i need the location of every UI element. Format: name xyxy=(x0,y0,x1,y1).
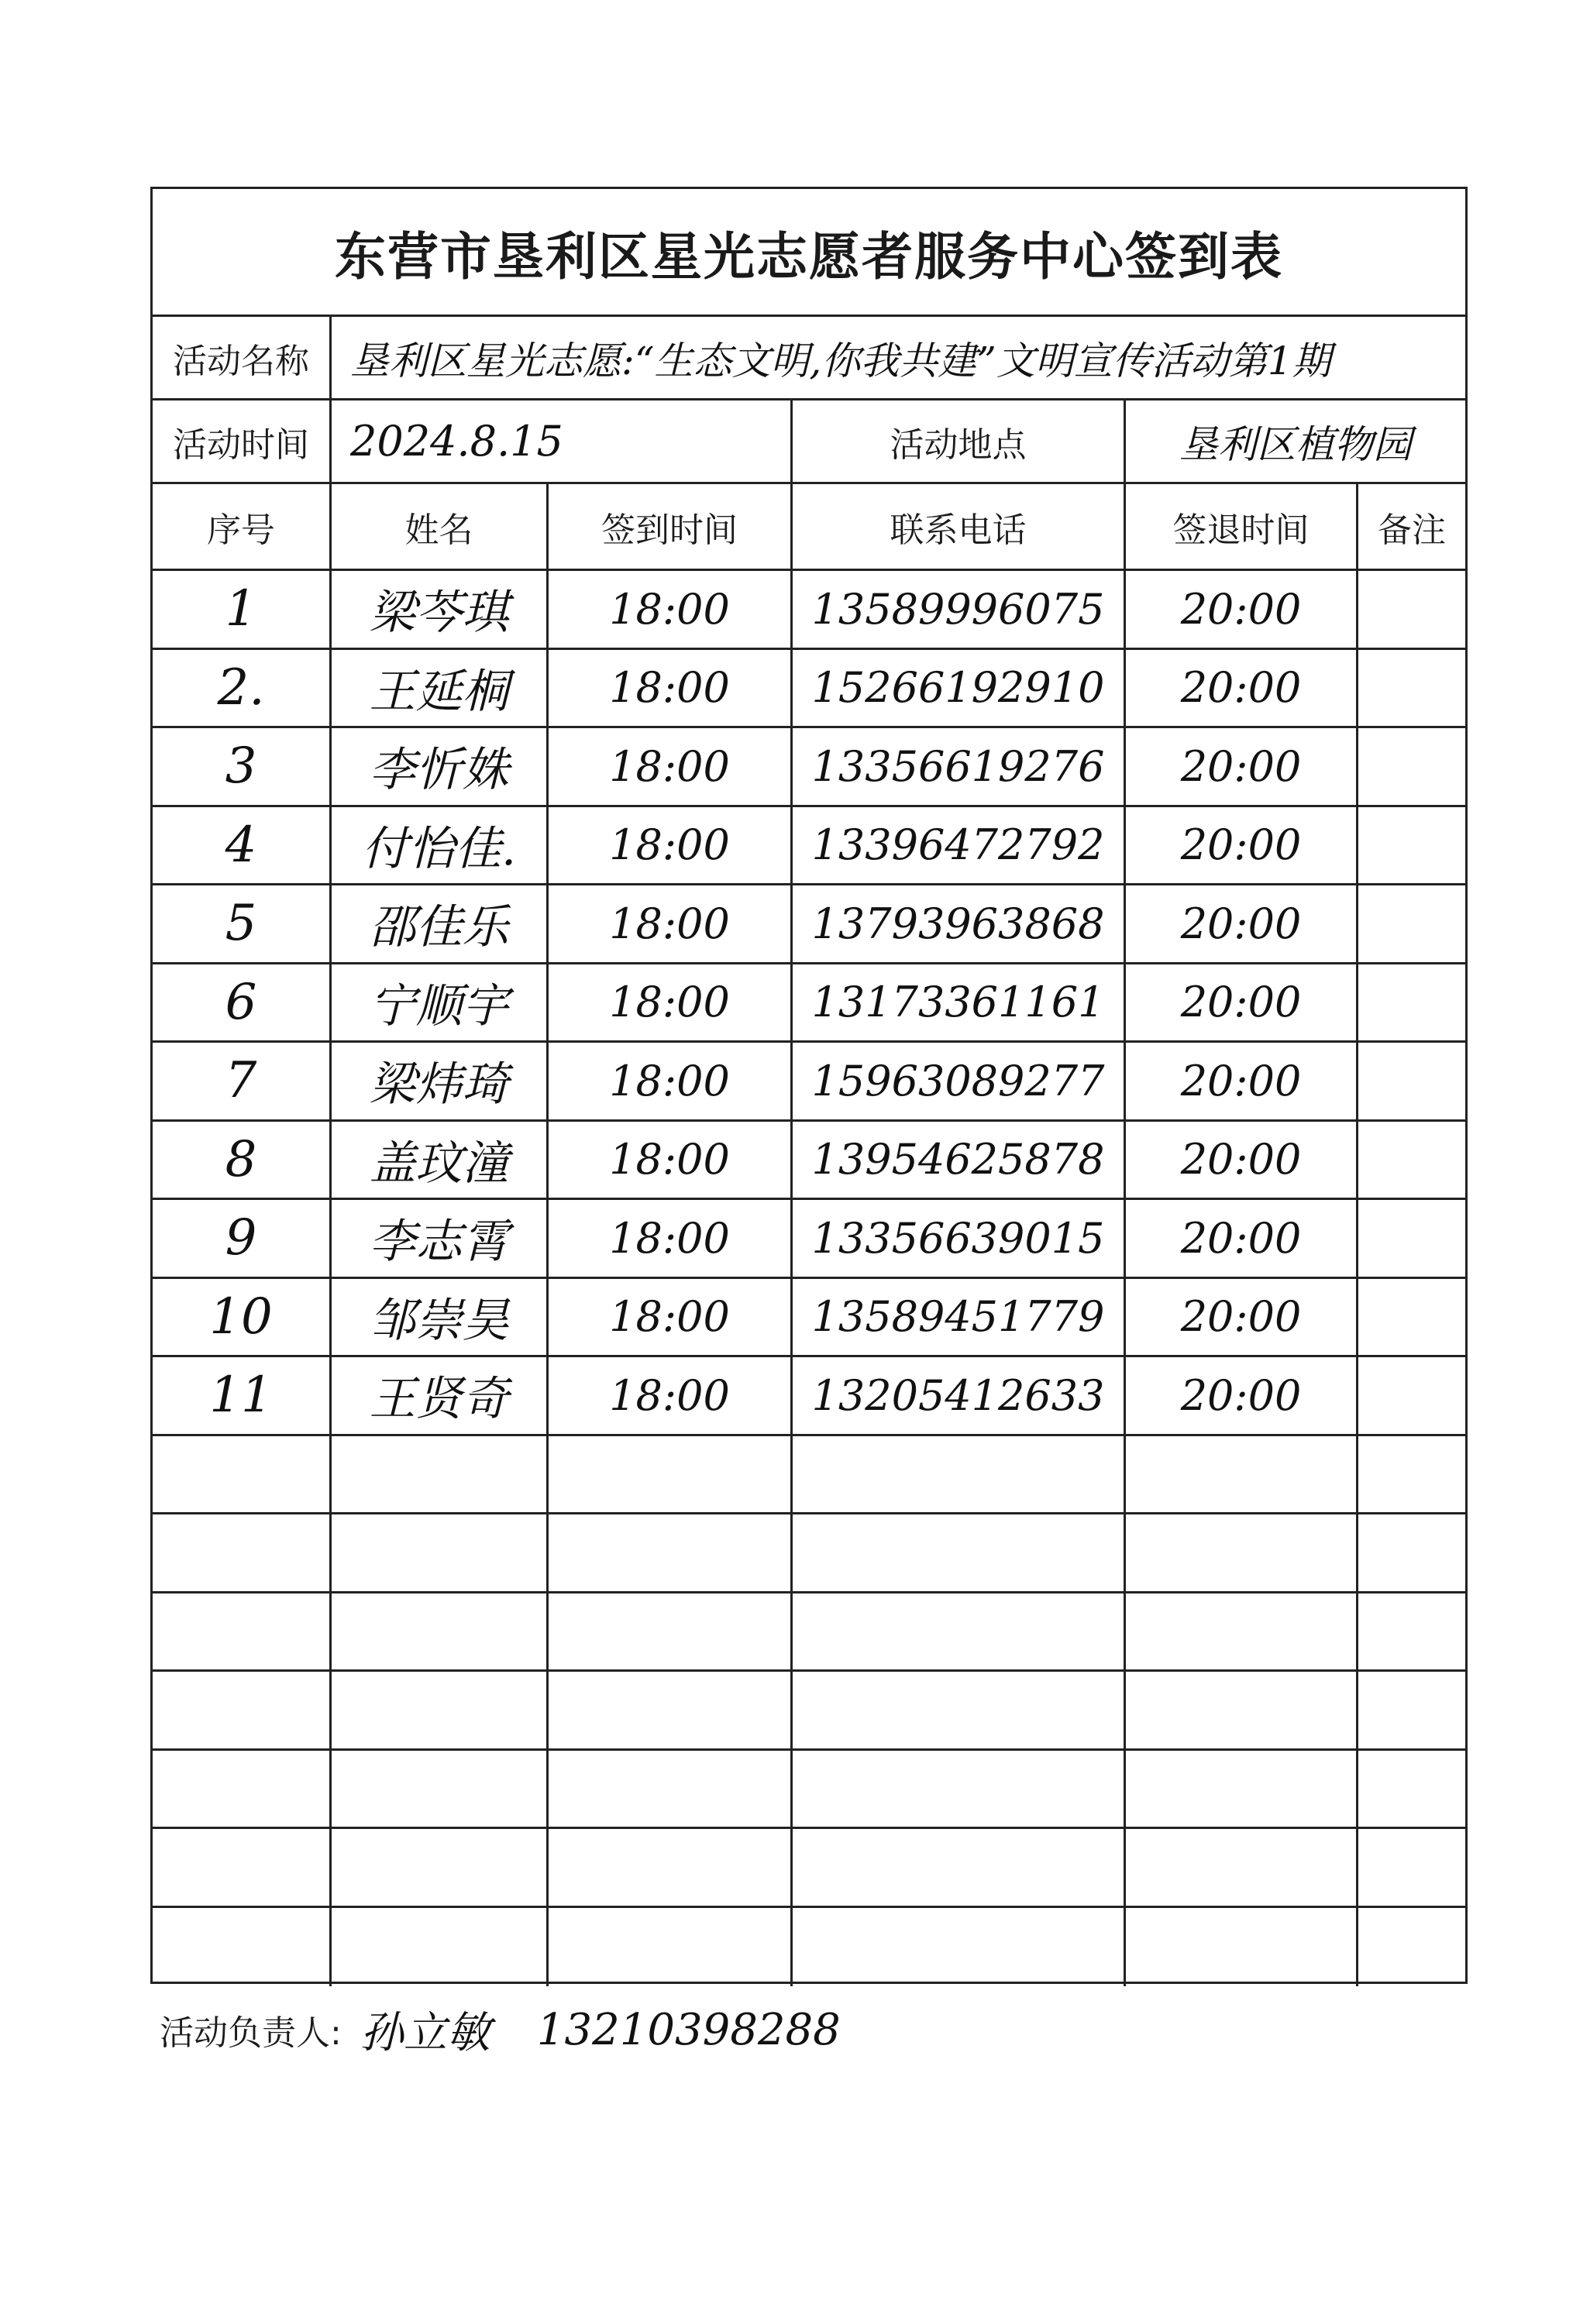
cell-index xyxy=(153,1593,332,1670)
cell-signout-time xyxy=(1126,1672,1358,1748)
table-row xyxy=(153,1829,1465,1908)
cell-note xyxy=(1358,1672,1465,1748)
cell-note xyxy=(1358,1122,1465,1198)
sheet-title: 东营市垦利区星光志愿者服务中心签到表 xyxy=(153,189,1465,317)
cell-name xyxy=(332,1593,549,1670)
cell-note xyxy=(1358,1043,1465,1119)
cell-phone: 13589451779 xyxy=(793,1279,1126,1356)
cell-phone: 15266192910 xyxy=(793,650,1126,727)
cell-signin-time: 18:00 xyxy=(549,885,793,962)
cell-index: 9 xyxy=(153,1200,332,1277)
cell-signin-time: 18:00 xyxy=(549,1279,793,1356)
cell-note xyxy=(1358,650,1465,727)
activity-name-value: 垦利区星光志愿:“生态文明,你我共建”文明宣传活动第1期 xyxy=(350,338,1331,383)
cell-note xyxy=(1358,1829,1465,1906)
cell-signin-time: 18:00 xyxy=(549,1043,793,1119)
cell-note xyxy=(1358,1357,1465,1434)
cell-signout-time: 20:00 xyxy=(1126,1279,1358,1356)
table-row xyxy=(153,1357,1465,1436)
cell-index: 8 xyxy=(153,1122,332,1198)
cell-phone: 13793963868 xyxy=(793,885,1126,962)
cell-phone: 13954625878 xyxy=(793,1122,1126,1198)
cell-signout-time xyxy=(1126,1593,1358,1670)
col-header-signout-time: 签退时间 xyxy=(1126,484,1358,569)
cell-name: 盖玟潼 xyxy=(332,1122,549,1198)
table-row xyxy=(153,1751,1465,1830)
cell-phone: 13173361161 xyxy=(793,964,1126,1041)
cell-phone xyxy=(793,1908,1126,1987)
cell-phone: 13205412633 xyxy=(793,1357,1126,1434)
cell-phone xyxy=(793,1436,1126,1513)
cell-name: 梁炜琦 xyxy=(332,1043,549,1119)
table-row xyxy=(153,1122,1465,1201)
cell-note xyxy=(1358,728,1465,805)
cell-index xyxy=(153,1672,332,1748)
cell-signin-time: 18:00 xyxy=(549,1357,793,1434)
table-row xyxy=(153,1436,1465,1515)
table-row xyxy=(153,885,1465,964)
cell-name: 付怡佳. xyxy=(332,807,549,884)
cell-signin-time xyxy=(549,1908,793,1987)
cell-index: 7 xyxy=(153,1043,332,1119)
cell-name xyxy=(332,1908,549,1987)
cell-signout-time xyxy=(1126,1514,1358,1591)
cell-index: 11 xyxy=(153,1357,332,1434)
cell-name: 梁芩琪 xyxy=(332,571,549,648)
col-header-note: 备注 xyxy=(1378,510,1446,550)
cell-note xyxy=(1358,1200,1465,1277)
cell-signin-time: 18:00 xyxy=(549,571,793,648)
cell-signin-time: 18:00 xyxy=(549,1122,793,1198)
table-row xyxy=(153,807,1465,886)
table-row xyxy=(153,1279,1465,1358)
cell-signin-time: 18:00 xyxy=(549,728,793,805)
cell-index xyxy=(153,1436,332,1513)
cell-note xyxy=(1358,1279,1465,1356)
cell-signout-time: 20:00 xyxy=(1126,571,1358,648)
cell-name xyxy=(332,1514,549,1591)
cell-signout-time xyxy=(1126,1751,1358,1827)
cell-signout-time: 20:00 xyxy=(1126,964,1358,1041)
cell-name: 邹崇昊 xyxy=(332,1279,549,1356)
cell-note xyxy=(1358,964,1465,1041)
cell-phone: 13589996075 xyxy=(793,571,1126,648)
cell-signout-time: 20:00 xyxy=(1126,650,1358,727)
cell-phone xyxy=(793,1672,1126,1748)
cell-signin-time: 18:00 xyxy=(549,807,793,884)
cell-index: 6 xyxy=(153,964,332,1041)
cell-phone xyxy=(793,1593,1126,1670)
cell-name: 王贤奇 xyxy=(332,1357,549,1434)
cell-note xyxy=(1358,1593,1465,1670)
cell-name xyxy=(332,1829,549,1906)
cell-signout-time: 20:00 xyxy=(1126,1122,1358,1198)
cell-note xyxy=(1358,885,1465,962)
table-row xyxy=(153,1514,1465,1593)
table-row xyxy=(153,1200,1465,1279)
cell-phone xyxy=(793,1514,1126,1591)
cell-signin-time xyxy=(549,1751,793,1827)
table-header xyxy=(153,484,1465,571)
cell-signin-time xyxy=(549,1436,793,1513)
cell-signout-time xyxy=(1126,1908,1358,1987)
sign-in-sheet xyxy=(150,187,1468,1984)
table-row xyxy=(153,964,1465,1043)
table-row xyxy=(153,650,1465,729)
cell-signout-time xyxy=(1126,1436,1358,1513)
cell-signin-time: 18:00 xyxy=(549,1200,793,1277)
cell-signin-time xyxy=(549,1672,793,1748)
col-header-signin-time: 签到时间 xyxy=(549,484,793,569)
cell-index: 10 xyxy=(153,1279,332,1356)
cell-signout-time: 20:00 xyxy=(1126,885,1358,962)
activity-time-row xyxy=(153,401,1465,484)
col-header-index: 序号 xyxy=(153,484,332,569)
footer-label: 活动负责人: xyxy=(160,2013,342,2053)
cell-note xyxy=(1358,1514,1465,1591)
cell-index xyxy=(153,1829,332,1906)
cell-signin-time xyxy=(549,1593,793,1670)
cell-signin-time: 18:00 xyxy=(549,964,793,1041)
cell-signin-time xyxy=(549,1514,793,1591)
activity-place-value: 垦利区植物园 xyxy=(1179,421,1412,467)
cell-phone xyxy=(793,1751,1126,1827)
table-row xyxy=(153,571,1465,650)
cell-name xyxy=(332,1672,549,1748)
cell-name xyxy=(332,1751,549,1827)
cell-phone xyxy=(793,1829,1126,1906)
table-row xyxy=(153,728,1465,807)
cell-signout-time: 20:00 xyxy=(1126,728,1358,805)
cell-name xyxy=(332,1436,549,1513)
cell-phone: 15963089277 xyxy=(793,1043,1126,1119)
cell-name: 李志霄 xyxy=(332,1200,549,1277)
col-header-phone: 联系电话 xyxy=(793,484,1126,569)
cell-name: 邵佳乐 xyxy=(332,885,549,962)
activity-place-label: 活动地点 xyxy=(793,401,1126,482)
cell-phone: 13356639015 xyxy=(793,1200,1126,1277)
cell-signout-time: 20:00 xyxy=(1126,1043,1358,1119)
footer-responsible xyxy=(160,1999,841,2061)
cell-index: 4 xyxy=(153,807,332,884)
table-row xyxy=(153,1593,1465,1673)
cell-phone: 13356619276 xyxy=(793,728,1126,805)
cell-signout-time: 20:00 xyxy=(1126,807,1358,884)
cell-name: 李忻姝 xyxy=(332,728,549,805)
activity-time-label: 活动时间 xyxy=(153,401,332,482)
activity-name-label: 活动名称 xyxy=(153,317,332,398)
cell-index: 5 xyxy=(153,885,332,962)
cell-index xyxy=(153,1908,332,1987)
cell-signout-time: 20:00 xyxy=(1126,1357,1358,1434)
cell-index: 1 xyxy=(153,571,332,648)
cell-name: 宁顺宇 xyxy=(332,964,549,1041)
cell-signout-time: 20:00 xyxy=(1126,1200,1358,1277)
cell-signin-time xyxy=(549,1829,793,1906)
activity-name-row xyxy=(153,317,1465,401)
col-header-name: 姓名 xyxy=(332,484,549,569)
cell-signin-time: 18:00 xyxy=(549,650,793,727)
cell-index: 2. xyxy=(153,650,332,727)
cell-index xyxy=(153,1514,332,1591)
cell-signout-time xyxy=(1126,1829,1358,1906)
footer-phone: 13210398288 xyxy=(536,2004,841,2055)
activity-time-value: 2024.8.15 xyxy=(332,401,793,482)
cell-note xyxy=(1358,1751,1465,1827)
cell-note xyxy=(1358,571,1465,648)
table-row xyxy=(153,1908,1465,1987)
cell-note xyxy=(1358,1436,1465,1513)
footer-person-signature: 孙立敏 xyxy=(360,2008,490,2058)
cell-index xyxy=(153,1751,332,1827)
cell-name: 王延桐 xyxy=(332,650,549,727)
cell-note xyxy=(1358,1908,1465,1987)
table-row xyxy=(153,1043,1465,1122)
cell-note xyxy=(1358,807,1465,884)
cell-phone: 13396472792 xyxy=(793,807,1126,884)
table-row xyxy=(153,1672,1465,1751)
cell-index: 3 xyxy=(153,728,332,805)
